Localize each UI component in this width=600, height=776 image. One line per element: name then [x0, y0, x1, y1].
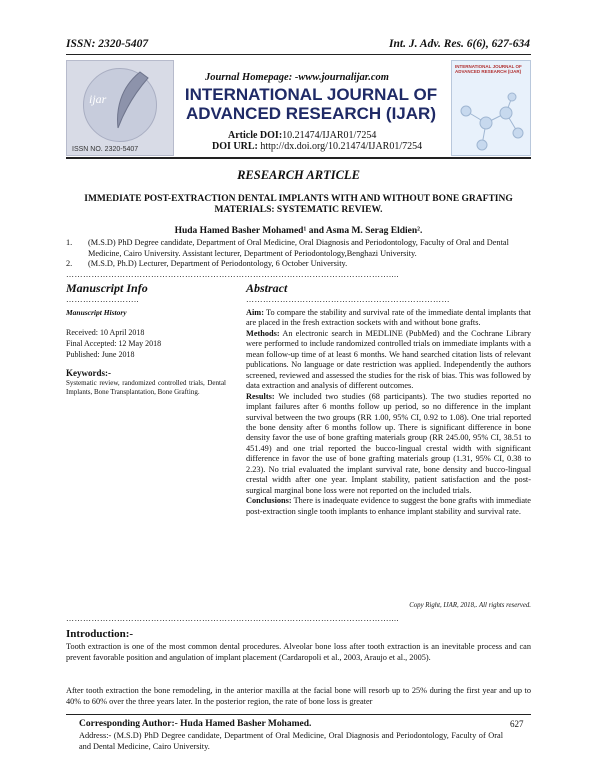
- manuscript-dots: ……………………..: [66, 295, 139, 304]
- introduction-paragraph-2: After tooth extraction the bone remodeling, in the anterior maxilla at the facial bone will resorb up to 25% during the first year and up to 40% to 60% over the three years later. In the posterior region, the rate of bone loss is greater: [66, 686, 531, 707]
- manuscript-history-label: Manuscript History: [66, 308, 127, 317]
- article-title-line-2: MATERIALS: SYSTEMATIC REVIEW.: [214, 205, 383, 215]
- article-type: RESEARCH ARTICLE: [237, 168, 360, 182]
- issn-text: ISSN: 2320-5407: [66, 38, 149, 50]
- affiliation-1: [66, 238, 531, 259]
- journal-title: [176, 85, 446, 123]
- page-number: 627: [510, 719, 524, 729]
- doi-value[interactable]: 10.21474/IJAR01/7254: [282, 130, 377, 141]
- abstract-results: [246, 392, 531, 497]
- citation-text: Int. J. Adv. Res. 6(6), 627-634: [389, 38, 530, 50]
- footer-rule: [66, 714, 531, 715]
- introduction-heading: Introduction:-: [66, 628, 134, 640]
- molecule-graphic-icon: [452, 61, 531, 156]
- affiliation-number: 1.: [66, 238, 73, 247]
- abstract-heading: Abstract: [246, 281, 288, 295]
- doi-label: Article DOI:: [228, 130, 283, 141]
- conclusions-label: Conclusions:: [246, 496, 292, 506]
- journal-cover-image: [451, 60, 531, 156]
- copyright-notice: Copy Right, IJAR, 2018,. All rights reserved.: [409, 602, 531, 609]
- separator-dots-bottom: ……………………………………………………………………………………………………....: [66, 614, 399, 623]
- affiliation-2: [66, 259, 531, 270]
- received-date: Received: 10 April 2018: [66, 328, 145, 337]
- affiliation-text: (M.S.D) PhD Degree candidate, Department of Oral Medicine, Oral Diagnosis and Periodontology, Faculty of Oral and Dental Medicine, Cairo University. Assistant lecturer, Department of Periodontology,Benghazi University.: [88, 238, 509, 258]
- issn-number: ISSN NO. 2320-5407: [72, 146, 139, 153]
- aim-text: To compare the stability and survival rate of the immediate dental implants that are placed in the fresh extraction sockets with and without bone grafts.: [246, 308, 531, 328]
- header-rule: [66, 54, 531, 55]
- keywords-label: Keywords:-: [66, 368, 111, 378]
- journal-homepage[interactable]: Journal Homepage: -www.journalijar.com: [205, 72, 389, 83]
- results-text: We included two studies (68 participants). The two studies reported no implant failures after 6 months follow up period, so no difference in the implant survival between the two groups (RR 1.00, 95% CI, 0.92 to 1.08). One trial reported the bone density after 6 months follow up. There is significant difference in bone density favor the use of bone grafting materials group (RR 245.00, 95% CI, 38.51 to 451.49) and one trial reported the bucco-lingual crestal width with significant difference in favor the use of bone grafting materials group (1.31, 95% CI, 0.38 to 2.23). No trial evaluated the implant survival rate, bone density and bucco-lingual crestal width after one year. Implant stability, patient satisfaction and the post-surgical marginal bone loss were not reported on the included trials.: [246, 391, 531, 495]
- introduction-paragraph-1: Tooth extraction is one of the most common dental procedures. Alveolar bone loss after tooth extraction is an inevitable process and can prevent favorable position and angulation of implant placement (Cardaropoli et al., 2003, Araujo et al., 2005).: [66, 642, 531, 663]
- journal-title-line-2: ADVANCED RESEARCH (IJAR): [186, 104, 436, 123]
- conclusions-text: There is inadequate evidence to suggest the bone grafts with immediate post-extraction single tooth implants to enhance implant stability and survival rate.: [246, 496, 531, 516]
- aim-label: Aim:: [246, 308, 264, 317]
- results-label: Results:: [246, 391, 275, 401]
- corresponding-address: Address:- (M.S.D) PhD Degree candidate, Department of Oral Medicine, Oral Diagnosis and Periodontology, Faculty of Oral and Dental Medicine, Cairo University.: [79, 731, 503, 751]
- article-title-line-1: IMMEDIATE POST-EXTRACTION DENTAL IMPLANTS WITH AND WITHOUT BONE GRAFTING: [84, 194, 513, 204]
- banner-rule: [66, 157, 531, 159]
- article-doi: [228, 130, 376, 141]
- doi-url-label: DOI URL:: [212, 141, 258, 152]
- doi-url-link[interactable]: http://dx.doi.org/10.21474/IJAR01/7254: [260, 141, 423, 152]
- journal-title-line-1: INTERNATIONAL JOURNAL OF: [184, 85, 438, 104]
- authors: Huda Hamed Basher Mohamed¹ and Asma M. Serag Eldien².: [174, 226, 423, 236]
- methods-label: Methods:: [246, 328, 280, 338]
- affiliation-number: 2.: [66, 259, 73, 268]
- logo-text: ijar: [89, 92, 107, 106]
- methods-text: An electronic search in MEDLINE (PubMed) and the Cochrane Library were performed to include randomized controlled trials on immediate implants with a mean follow-up time of at least 6 months. We hand searched citation lists of relevant publications. No language or date restriction was applied. Independently the authors screened, reviewed and assessed the studies for the risk of bias. This was followed by data extraction and analysis of different outcomes.: [246, 328, 531, 391]
- manuscript-info-heading: Manuscript Info: [66, 281, 148, 295]
- abstract-methods: [246, 329, 531, 392]
- abstract-dots: ………………………………………………………………: [246, 295, 450, 304]
- article-title: [66, 194, 531, 216]
- quill-feather-icon: [110, 70, 150, 132]
- running-header: [66, 38, 530, 50]
- abstract-aim: [246, 308, 531, 329]
- cover-title: INTERNATIONAL JOURNAL OF ADVANCED RESEARCH (IJAR): [455, 64, 522, 74]
- abstract-body: [246, 308, 531, 517]
- separator-dots: ……………………………………………………………………………………………………....: [66, 270, 399, 279]
- doi-url: [212, 141, 422, 152]
- affiliation-text: (M.S.D, Ph.D) Lecturer, Department of Periodontology, 6 October University.: [88, 259, 348, 268]
- keywords-text: Systematic review, randomized controlled trials, Dental Implants, Bone Transplantation, Bone Grafting.: [66, 379, 226, 396]
- abstract-conclusions: [246, 496, 531, 517]
- corresponding-author: Corresponding Author:- Huda Hamed Basher Mohamed.: [79, 719, 312, 729]
- accepted-date: Final Accepted: 12 May 2018: [66, 339, 162, 348]
- published-date: Published: June 2018: [66, 350, 135, 359]
